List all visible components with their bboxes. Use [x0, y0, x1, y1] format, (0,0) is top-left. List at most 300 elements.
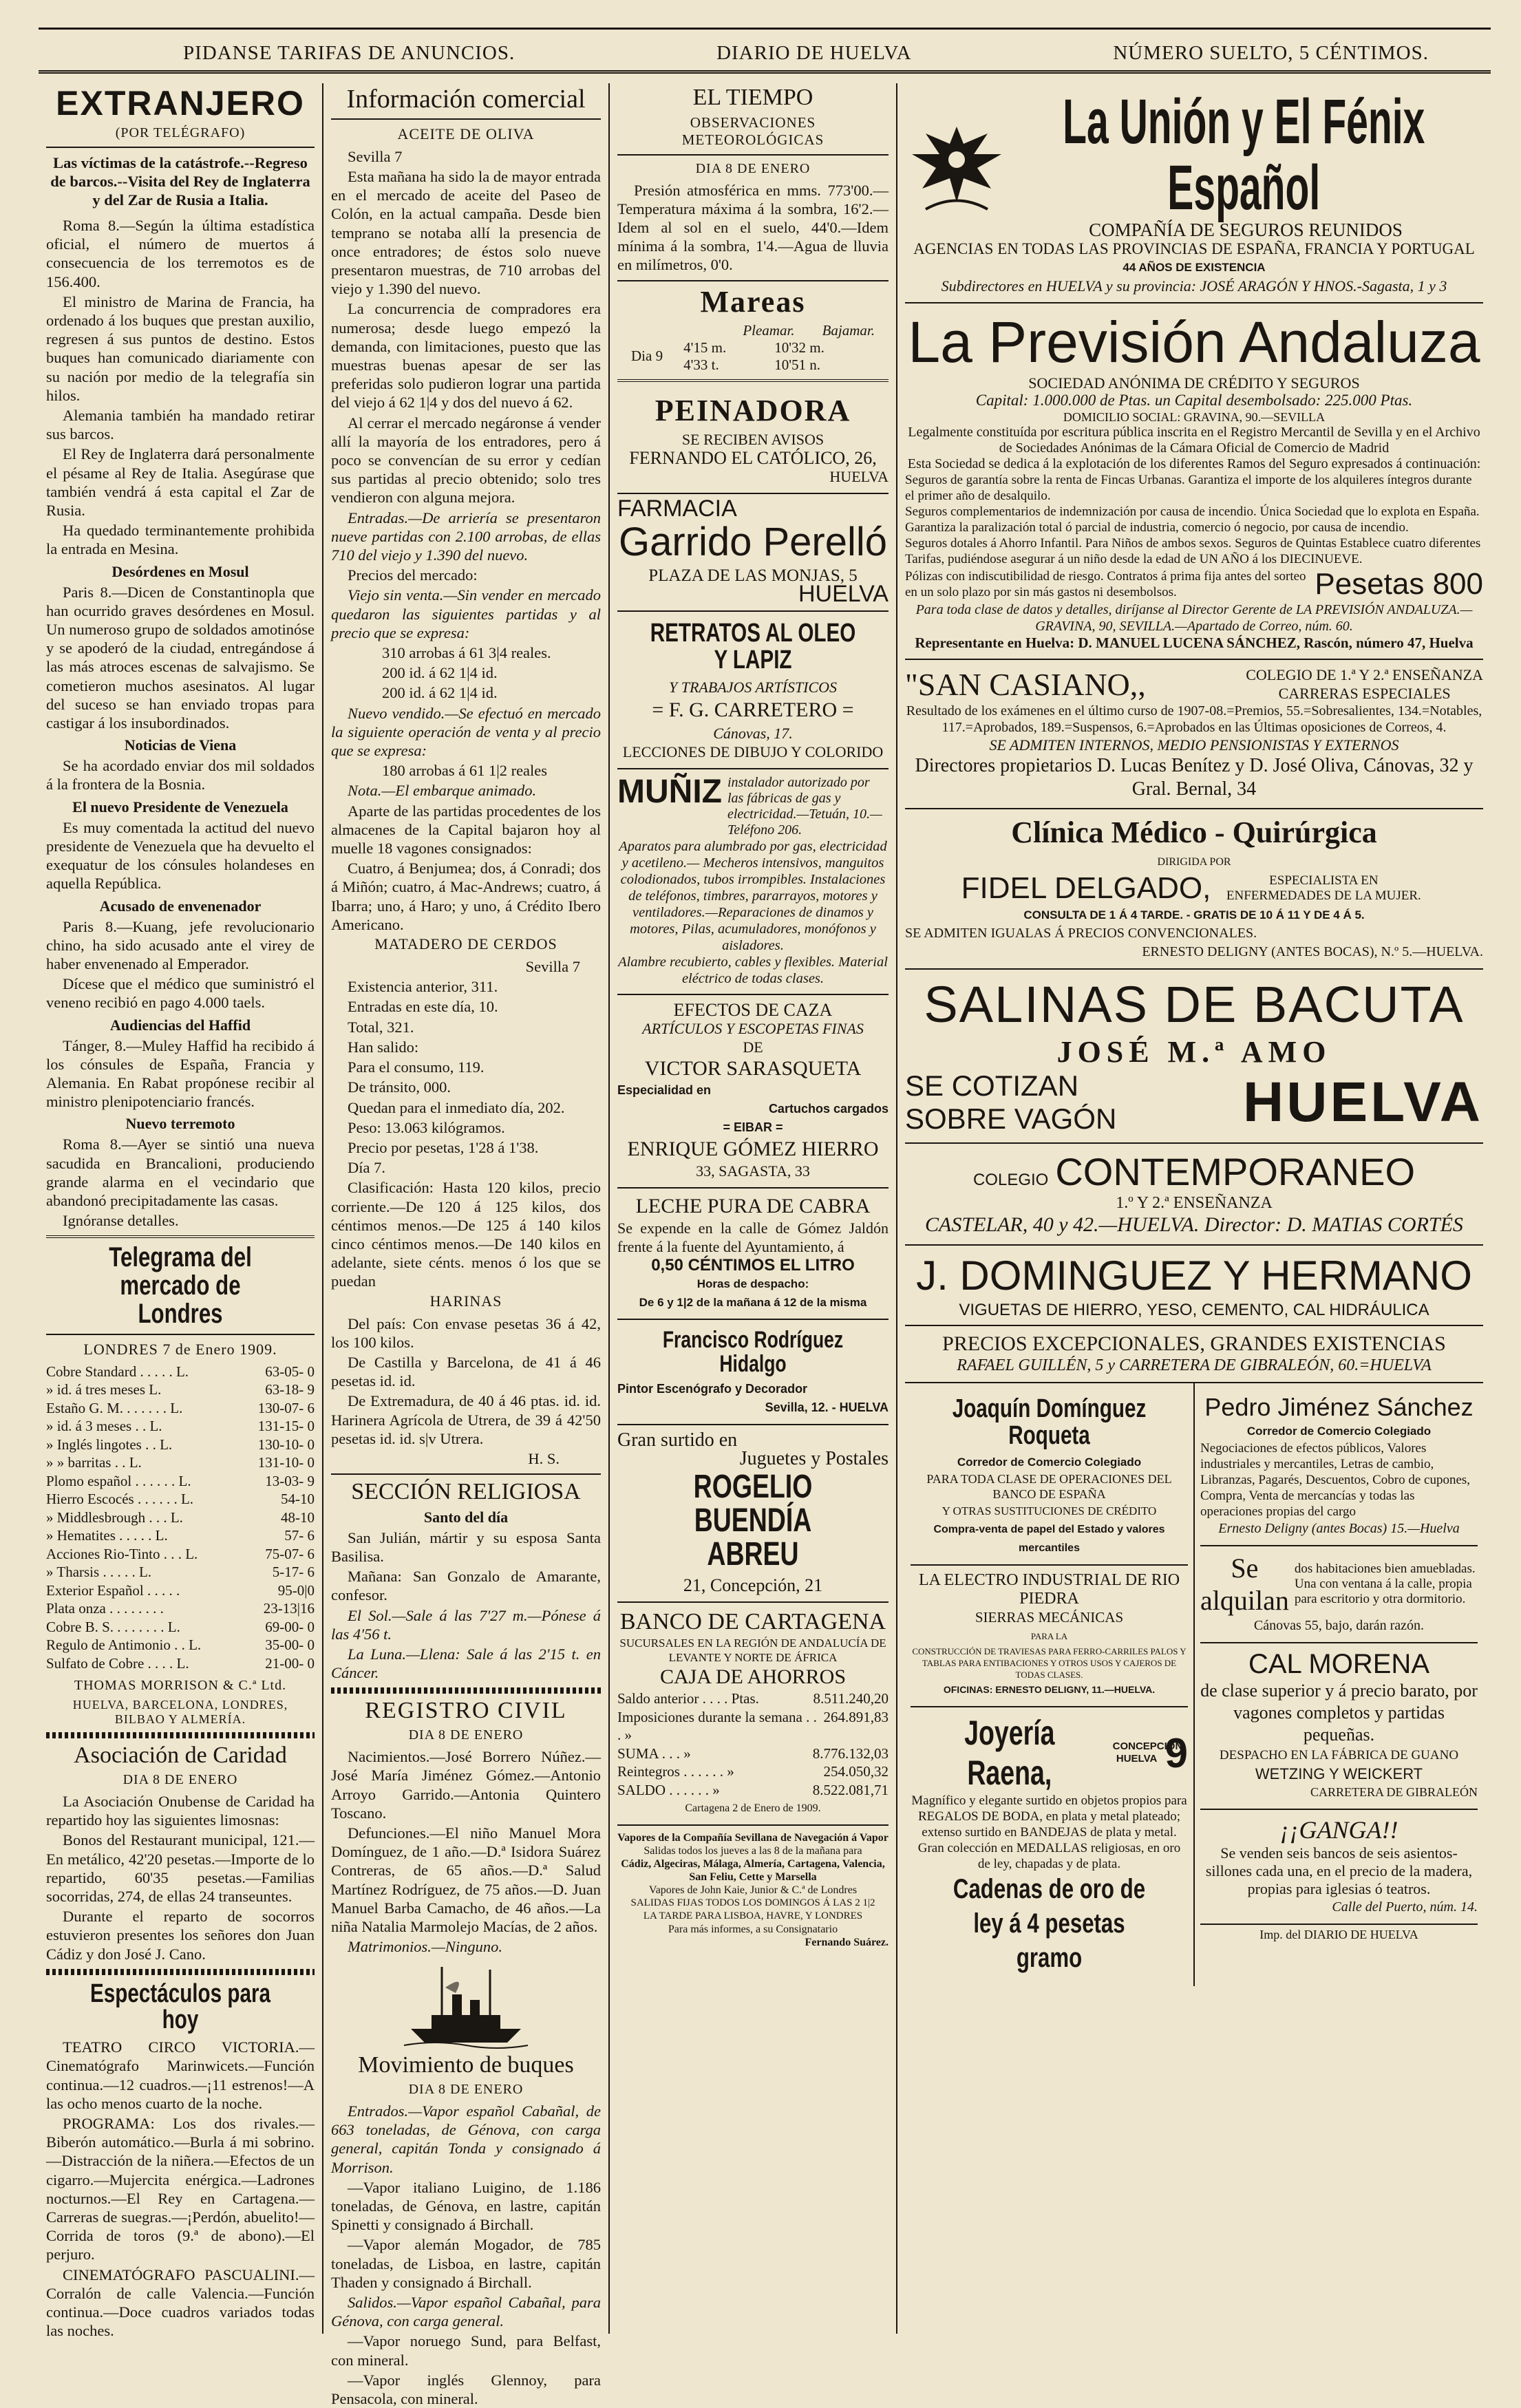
paragraph: Tánger, 8.—Muley Haffid ha recibido á los cónsules de España, Francia y Alemania. En Rabat propónese recibir al ministro plenipotenciario francés.	[46, 1036, 315, 1111]
ad-line: Aparatos para alumbrado por gas, electricidad y acetileno.— Mecheros intensivos, manguitos colodionados, tubos irrompibles. Instalaciones de teléfonos, timbres, pararrayos, motores y ventiladores.—Reparaciones de dinamos y motores, Pilas, acumuladores, monófonos y aisladores.	[619, 838, 887, 953]
table-row	[46, 1363, 315, 1381]
ad-line: Subdirectores en HUELVA y su provincia: JOSÉ ARAGÓN Y HNOS.-Sagasta, 1 y 3	[941, 277, 1447, 295]
ad-line: Cadenas de oro de ley á 4 pesetas gramo	[953, 1874, 1146, 1974]
subheading: Noticias de Viena	[124, 736, 237, 754]
ad-title: CONTEMPORANEO	[1055, 1149, 1416, 1193]
divider	[46, 147, 315, 148]
paragraph: Dícese que el médico que suministró el veneno recibió en pago 4.000 taels.	[46, 975, 315, 1012]
paragraph: Precios del mercado:	[348, 566, 478, 584]
column-1	[39, 83, 322, 2340]
ad-line: Pólizas con indiscutibilidad de riesgo. Contratos á prima fija antes del sorteo en un solo plazo por sin más gastos ni desembolsos.	[905, 569, 1306, 599]
ad-line: Legalmente constituída por escritura pública inscrita en el Registro Mercantil de Sevilla y en el Archivo de Sociedades Anónimas de la Cámara Oficial de Comercio de Madrid	[908, 425, 1480, 456]
ad-title: Garrido Perelló	[618, 520, 888, 565]
table-row	[46, 1417, 315, 1436]
ad-line: 21, Concepción, 21	[683, 1575, 823, 1596]
subheading: Nuevo terremoto	[125, 1115, 235, 1133]
row-value: 69-00- 0	[265, 1618, 315, 1635]
ad-line: dos habitaciones bien amuebladas. Una con ventana á la calle, propia para escritorio y otra dormitorio.	[1294, 1561, 1476, 1606]
section-title-extranjero: EXTRANJERO	[56, 84, 305, 122]
ad-line: Magnífico y elegante surtido en objetos propios para REGALOS DE BODA, en plata y metal plateado; extenso surtido en BANDEJAS de plata y metal.	[911, 1793, 1187, 1840]
paragraph: Viejo sin venta.—Sin vender en mercado quedaron las siguientes partidas y al precio que se expresa:	[331, 586, 601, 641]
ad-line: EFECTOS DE CAZA	[673, 999, 833, 1020]
row-value: 130-07- 6	[257, 1399, 315, 1416]
paragraph: Entrados.—Vapor español Cabañal, de 663 toneladas, de Génova, con carga general, capitán Tonda y consignado á Morrison.	[331, 2102, 601, 2176]
paragraph: —Vapor alemán Mogador, de 785 toneladas, de Lisboa, en lastre, capitán Thaden y consignado á Birchall.	[331, 2236, 601, 2291]
row-label: Hierro Escocés . . . . . . L.	[46, 1491, 194, 1508]
paragraph: Entradas.—De arriería se presentaron nueve partidas con 2.100 arrobas, de ellas 710 del viejo y 1.390 del nuevo.	[331, 509, 601, 564]
dateline: Sevilla 7	[348, 147, 403, 165]
london-cities: HUELVA, BARCELONA, LONDRES, BILBAO Y ALMERÍA.	[72, 1698, 288, 1727]
ad-union-fenix	[905, 83, 1483, 303]
row-label: SUMA . . . »	[617, 1745, 691, 1762]
ad-dominguez-hermano	[905, 1246, 1483, 1383]
ad-cal-morena	[1200, 1643, 1478, 1810]
ad-line: Negociaciones de efectos públicos, Valores industriales y mercantiles, Letras de cambio, Libranzas, Pagarés, Descuentos, Cobro de cupones, Compra, Venta de mercancías y todas las operaciones propias del cargo	[1200, 1440, 1471, 1519]
ad-buendia	[617, 1425, 889, 1603]
row-value: 63-18- 9	[265, 1381, 315, 1398]
price-line: 310 arrobas á 61 3|4 reales.	[382, 644, 551, 662]
divider	[617, 154, 889, 156]
ads-lower-grid	[905, 1383, 1483, 1987]
paragraph: La Asociación Onubense de Caridad ha repartido hoy las siguientes limosnas:	[46, 1792, 315, 1829]
table-row	[46, 1563, 315, 1581]
paragraph: Matrimonios.—Ninguno.	[348, 1938, 503, 1956]
paragraph: El ministro de Marina de Francia, ha ordenado á los buques que prestan auxilio, regresen á sus puntos de destino. Estos buques han comunicado diariamente con su nación por medio de la telegrafía sin hilos.	[46, 292, 315, 404]
ad-line: = F. G. CARRETERO =	[652, 698, 854, 721]
paragraph: Nuevo vendido.—Se efectuó en mercado la siguiente operación de venta y al precio que se expresa:	[331, 704, 601, 760]
row-value: 57- 6	[284, 1527, 315, 1544]
signature: H. S.	[528, 1449, 560, 1467]
ad-line: DIRIGIDA POR	[1157, 855, 1231, 868]
paragraph: Mañana: San Gonzalo de Amarante, confesor.	[331, 1568, 601, 1604]
row-value: 264.891,83	[823, 1708, 889, 1725]
row-value: 8.522.081,71	[812, 1781, 889, 1798]
row-label: Cobre B. S. . . . . . . . L.	[46, 1618, 180, 1635]
line: Precio por pesetas, 1'28 á 1'38.	[348, 1138, 539, 1156]
paragraph: El Rey de Inglaterra dará personalmente el pésame al Rey de Italia. Asegúrase que también vendrá á esta capital el Zar de Rusia.	[46, 445, 315, 520]
row-label: Sulfato de Cobre . . . . L.	[46, 1654, 189, 1672]
table-row	[46, 1545, 315, 1564]
price-line: 200 id. á 62 1|4 id.	[382, 664, 498, 682]
tide-high-2: 4'33 t.	[683, 356, 719, 373]
column-4-ads	[896, 83, 1491, 2334]
buques-date: DIA 8 DE ENERO	[408, 2082, 524, 2098]
ad-line: AGENCIAS EN TODAS LAS PROVINCIAS DE ESPAÑA, FRANCIA Y PORTUGAL	[913, 240, 1475, 257]
table-row	[46, 1581, 315, 1600]
paragraph: TEATRO CIRCO VICTORIA.— Cinematógrafo Marinwicets.—Función continua.—12 cuadros.—¡11 estrenos!—A las ocho menos cuarto de la noche.	[46, 2038, 315, 2112]
table-row	[46, 1453, 315, 1472]
ad-title: Clínica Médico - Quirúrgica	[1011, 816, 1377, 849]
ad-line: HUELVA	[1243, 1070, 1483, 1133]
ad-line: DESPACHO EN LA FÁBRICA DE GUANO	[1219, 1747, 1459, 1762]
paragraph: Nota.—El embarque animado.	[348, 782, 537, 800]
ad-line: VIGUETAS DE HIERRO, YESO, CEMENTO, CAL HIDRÁULICA	[959, 1300, 1429, 1319]
ad-line: CARRERAS ESPECIALES	[1278, 685, 1451, 702]
row-label: » Middlesbrough . . . L.	[46, 1509, 183, 1526]
ad-line: SOBRE VAGÓN	[905, 1102, 1117, 1135]
ad-peinadora	[617, 387, 889, 495]
row-value: 54-10	[281, 1491, 315, 1508]
row-value: 8.776.132,03	[812, 1745, 889, 1762]
row-value: 35-00- 0	[265, 1637, 315, 1654]
table-row	[617, 1745, 889, 1763]
ad-title: LA ELECTRO INDUSTRIAL DE RIO PIEDRA	[918, 1571, 1180, 1608]
paragraph: Se ha acordado enviar dos mil soldados á la frontera de la Bosnia.	[46, 757, 315, 793]
ad-line: CAJA DE AHORROS	[659, 1665, 847, 1689]
table-row	[617, 1708, 889, 1745]
row-label: » Hematites . . . . . L.	[46, 1527, 168, 1544]
ad-title: PEINADORA	[655, 393, 851, 427]
paragraph: Paris 8.—Kuang, jefe revolucionario chino, ha sido acusado ante el virey de haber envenenado al Emperador.	[46, 917, 315, 972]
row-label: Exterior Español . . . . .	[46, 1581, 180, 1599]
ads-lower-right	[1193, 1383, 1483, 1987]
section-title-london: Telegrama del mercado de Londres	[109, 1242, 252, 1329]
london-firm: THOMAS MORRISON & C.ª Ltd.	[74, 1678, 287, 1694]
ad-joyeria-raena	[911, 1707, 1188, 1982]
paragraph: Bonos del Restaurant municipal, 121.— En metálico, 42'20 pesetas.—Importe de lo repartido, 60'35 pesetas.—Familias socorridas, 274, de ellas 24 transeuntes.	[46, 1831, 315, 1905]
ad-line: SE COTIZAN	[905, 1069, 1079, 1102]
ad-electro-industrial	[911, 1566, 1188, 1707]
row-label: Cobre Standard . . . . . L.	[46, 1363, 189, 1380]
divider	[617, 379, 889, 382]
line: Entradas en este día, 10.	[348, 998, 498, 1016]
ad-line: Esta Sociedad se dedica á la explotación de los diferentes Ramos del Seguro expresados á continuación:	[907, 456, 1481, 471]
row-label: Reintegros . . . . . . »	[617, 1763, 734, 1780]
ad-title: CAL MORENA	[1248, 1648, 1429, 1679]
ad-line: FIDEL DELGADO,	[961, 871, 1211, 905]
ad-line: Pintor Escenógrafo y Decorador	[617, 1382, 808, 1396]
tiempo-date: DIA 8 DE ENERO	[695, 160, 811, 176]
table-row	[46, 1509, 315, 1527]
row-value: 63-05- 0	[265, 1363, 315, 1380]
phoenix-emblem-icon	[905, 113, 1008, 216]
row-value: 13-03- 9	[265, 1472, 315, 1489]
caridad-date: DIA 8 DE ENERO	[123, 1771, 238, 1787]
paragraph: —Vapor italiano Luigino, de 1.186 toneladas, de Génova, en lastre, capitán Spinetti y consignado á Birchall.	[331, 2178, 601, 2234]
ad-line: Corredor de Comercio Colegiado	[957, 1456, 1142, 1469]
tide-low-2: 10'51 n.	[774, 356, 820, 373]
ad-vapores	[617, 1826, 889, 1956]
ad-leche	[617, 1189, 889, 1320]
section-title-caridad: Asociación de Caridad	[74, 1743, 287, 1769]
ad-caza	[617, 995, 889, 1189]
row-label: SALDO . . . . . . »	[617, 1781, 720, 1798]
table-row	[46, 1526, 315, 1545]
ad-line: Se venden seis bancos de seis asientos-sillones cada una, en el precio de la madera, propias para iglesias ó teatros.	[1205, 1844, 1473, 1897]
ad-line: Calle del Puerto, núm. 14.	[1332, 1899, 1478, 1915]
row-value: 23-13|16	[263, 1600, 315, 1617]
ad-line: Para toda clase de datos y detalles, diríjanse al Director Gerente de LA PREVISIÓN ANDALUZA.—GRAVINA, 90, SEVILLA.—Apartado de Correo, núm. 60.	[915, 602, 1473, 634]
line: Han salido:	[348, 1038, 419, 1056]
paragraph: Cuatro, á Benjumea; dos, á Conradi; dos á Miñón; cuatro, á Mac-Andrews; cuatro, á Ibarra; uno, á Haro; y uno, á Crédito Ibero Americano.	[331, 860, 601, 933]
ad-line: 0,50 CÉNTIMOS EL LITRO	[651, 1255, 855, 1275]
ad-line: Gran colección en MEDALLAS religiosas, en oro de ley, chapadas y de plata.	[917, 1841, 1181, 1872]
ad-retratos	[617, 612, 889, 769]
ad-line: Y TRABAJOS ARTÍSTICOS	[668, 678, 838, 696]
paragraph: Ignóranse detalles.	[63, 1212, 179, 1230]
ad-line: Y OTRAS SUSTITUCIONES DE CRÉDITO	[942, 1504, 1157, 1518]
section-title-mareas: Mareas	[700, 284, 806, 319]
divider	[617, 280, 889, 281]
row-label: » id. á 3 meses . . L.	[46, 1418, 162, 1435]
divider	[46, 1969, 315, 1975]
ad-clinica	[905, 809, 1483, 970]
table-row	[46, 1654, 315, 1673]
ad-title: Joyería Raena,	[964, 1714, 1055, 1793]
ad-line: Representante en Huelva: D. MANUEL LUCENA SÁNCHEZ, Rascón, número 47, Huelva	[915, 635, 1474, 651]
ad-line: COMPAÑÍA DE SEGUROS REUNIDOS	[1089, 220, 1403, 240]
line: Total, 321.	[348, 1018, 414, 1036]
table-row	[617, 1762, 889, 1781]
article-headline: Las víctimas de la catástrofe.--Regreso de barcos.--Visita del Rey de Inglaterra y del Zar de Rusia a Italia.	[50, 154, 310, 209]
ad-line: CASTELAR, 40 y 42.—HUELVA. Director: D. MATIAS CORTÉS	[925, 1213, 1463, 1236]
paragraph: Del país: Con envase pesetas 36 á 42, los 100 kilos.	[331, 1314, 601, 1351]
ad-title: La Previsión Andaluza	[908, 310, 1480, 374]
ad-line: PLAZA DE LAS MONJAS, 5	[648, 566, 858, 586]
ad-line: FERNANDO EL CATÓLICO, 26,	[629, 448, 877, 469]
ad-line: SE ADMITEN IGUALAS Á PRECIOS CONVENCIONALES.	[905, 925, 1257, 941]
masthead-price: NÚMERO SUELTO, 5 CÉNTIMOS.	[1113, 42, 1429, 64]
section-title-tiempo: EL TIEMPO	[692, 85, 813, 110]
ad-line: DOMICILIO SOCIAL: GRAVINA, 90.—SEVILLA	[1063, 410, 1326, 424]
ad-title: BANCO DE CARTAGENA	[619, 1609, 886, 1635]
row-value: 131-10- 0	[257, 1454, 315, 1471]
ad-title: Joaquín Domínguez Roqueta	[952, 1394, 1147, 1450]
paragraph: De Extremadura, de 40 á 46 ptas. id. id. Harinera Agrícola de Utrera, de 39 á 42'50 pesetas id. id. s|v Utrera.	[331, 1392, 601, 1447]
masthead-ad-rates: PIDANSE TARIFAS DE ANUNCIOS.	[183, 42, 515, 64]
ad-line: ESPECIALISTA EN ENFERMEDADES DE LA MUJER.	[1226, 873, 1421, 903]
masthead-title: DIARIO DE HUELVA	[716, 42, 912, 64]
ad-line: HUELVA	[798, 581, 889, 608]
cerdos-heading: MATADERO DE CERDOS	[374, 935, 557, 953]
line: Existencia anterior, 311.	[348, 978, 498, 996]
subheading: Santo del día	[423, 1508, 509, 1526]
table-row	[46, 1618, 315, 1637]
ad-line: SIERRAS MECÁNICAS	[975, 1609, 1124, 1626]
tide-high-1: 4'15 m.	[683, 339, 727, 356]
ad-line: Gran surtido en	[617, 1429, 738, 1451]
ad-line: CONSTRUCCIÓN DE TRAVIESAS PARA FERRO-CARRILES PALOS Y TABLAS PARA ENTIBACIONES Y OTROS USOS Y CAJEROS DE TODAS CLASES.	[912, 1646, 1187, 1681]
ad-price: Pesetas 800	[1315, 567, 1483, 601]
line: Día 7.	[348, 1159, 385, 1177]
section-subtitle: (POR TELÉGRAFO)	[115, 125, 246, 140]
section-title-buques: Movimiento de buques	[358, 2052, 574, 2078]
ad-title: MUÑIZ	[617, 773, 722, 810]
ad-line: Sevilla, 12. - HUELVA	[765, 1400, 889, 1415]
paragraph: Ha quedado terminantemente prohibida la entrada en Mesina.	[46, 522, 315, 558]
table-row	[46, 1436, 315, 1454]
ad-line: PARA LA	[1030, 1631, 1068, 1642]
row-label: Imposiciones durante la semana . . . »	[617, 1708, 817, 1744]
ad-line: JOSÉ M.ª AMO	[1056, 1034, 1332, 1069]
row-value: 131-15- 0	[257, 1418, 315, 1435]
row-label: » Tharsis . . . . . L.	[46, 1564, 152, 1581]
price-line: 180 arrobas á 61 1|2 reales	[382, 762, 548, 780]
paragraph: Salidos.—Vapor español Cabañal, para Génova, con carga general.	[331, 2294, 601, 2330]
ad-line: De 6 y 1|2 de la mañana á 12 de la misma	[639, 1295, 867, 1309]
ad-title: "SAN CASIANO,,	[905, 666, 1146, 702]
row-label: Saldo anterior . . . . Ptas.	[617, 1690, 759, 1707]
divider	[905, 1325, 1483, 1326]
ad-salinas-bacuta	[905, 970, 1483, 1144]
price-line: 200 id. á 62 1|4 id.	[382, 684, 498, 702]
ship-icon	[404, 1960, 528, 2049]
table-row	[46, 1490, 315, 1509]
ad-line: PARA TODA CLASE DE OPERACIONES DEL BANCO DE ESPAÑA	[926, 1472, 1172, 1502]
subheading: Acusado de envenenador	[99, 897, 262, 915]
line: Para el consumo, 119.	[348, 1058, 485, 1076]
masthead	[39, 28, 1491, 74]
paragraph: Roma 8.—Según la última estadística oficial, el número de muertos á consecuencia de los terremotos es de 156.400.	[46, 217, 315, 290]
ad-line: Salidas todos los jueves a las 8 de la mañana para	[644, 1845, 862, 1857]
section-title-registro: REGISTRO CIVIL	[365, 1698, 567, 1724]
ad-title: Francisco Rodríguez Hidalgo	[662, 1326, 844, 1377]
dateline: Sevilla 7	[525, 958, 580, 976]
row-value: 48-10	[281, 1509, 315, 1526]
row-label: Plata onza . . . . . . . .	[46, 1600, 164, 1617]
paragraph: San Julián, mártir y su esposa Santa Basilisa.	[331, 1528, 601, 1566]
ad-line: Cánovas 55, bajo, darán razón.	[1253, 1617, 1425, 1633]
line: De tránsito, 000.	[348, 1078, 451, 1096]
ad-title: LECHE PURA DE CABRA	[635, 1194, 871, 1217]
ad-joaquin-dominguez	[911, 1387, 1188, 1566]
ad-line: RAFAEL GUILLÉN, 5 y CARRETERA DE GIBRALEÓN, 60.=HUELVA	[957, 1356, 1432, 1374]
ad-line: Cánovas, 17.	[713, 724, 793, 742]
row-value: 75-07- 6	[265, 1545, 315, 1562]
paragraph: Defunciones.—El niño Manuel Mora Domínguez, de 1 año.—D.ª Isidora Suárez Contreras, de 65 años.—D.ª Salud Martínez Rodríguez, de 75 años.—D. Juan Manuel Barba Camacho, de 46 años.—La niña Natalia Marmolejo Macías, de 2 años.	[331, 1824, 601, 1935]
columns	[39, 83, 1491, 2408]
tide-low-1: 10'32 m.	[774, 339, 825, 356]
ad-line: OFICINAS: ERNESTO DELIGNY, 11.—HUELVA.	[943, 1684, 1156, 1696]
row-value: 21-00- 0	[265, 1654, 315, 1672]
paragraph: Roma 8.—Ayer se sintió una nueva sacudida en Brancalioni, produciendo grande alarma en el vecindario que abandonó precipitadamente las casas.	[46, 1136, 315, 1209]
table-row	[46, 1399, 315, 1418]
row-value: 254.050,32	[823, 1763, 889, 1780]
table-row	[617, 1781, 889, 1800]
paragraph: Aparte de las partidas procedentes de los almacenes de la Capital bajaron hoy al muelle 18 vagones consignados:	[331, 802, 601, 857]
row-label: Regulo de Antimonio . . L.	[46, 1637, 202, 1654]
line: Peso: 13.063 kilógramos.	[348, 1118, 505, 1136]
ad-line: SE RECIBEN AVISOS	[681, 431, 825, 449]
row-value: 5-17- 6	[272, 1564, 315, 1581]
subheading: Audiencias del Haffid	[109, 1016, 251, 1034]
ad-line: Vapores de la Compañía Sevillana de Navegación á Vapor	[617, 1832, 889, 1844]
ad-title: Se alquilan	[1200, 1552, 1289, 1616]
ad-line: SE ADMITEN INTERNOS, MEDIO PENSIONISTAS Y EXTERNOS	[989, 736, 1399, 754]
ad-line: Se expende en la calle de Gómez Jaldón frente á la fuente del Ayuntamiento, á	[617, 1219, 889, 1255]
table-row	[46, 1472, 315, 1491]
tide-header-low: Bajamar.	[822, 321, 875, 339]
ad-title: SALINAS DE BACUTA	[924, 975, 1465, 1033]
ad-ganga	[1200, 1810, 1478, 1925]
ad-line: SALIDAS FIJAS TODOS LOS DOMINGOS Á LAS 2 1|2	[630, 1897, 875, 1909]
ad-line: Capital: 1.000.000 de Ptas. un Capital desembolsado: 225.000 Ptas.	[975, 392, 1413, 409]
ad-line: Directores propietarios D. Lucas Benítez y D. José Oliva, Cánovas, 32 y Gral. Bernal, 34	[915, 755, 1474, 800]
ad-san-casiano	[905, 660, 1483, 809]
paragraph: —Vapor inglés Glennoy, para Pensacola, con mineral.	[331, 2371, 601, 2408]
ad-line: WETZING Y WEICKERT	[1255, 1765, 1423, 1782]
divider	[46, 1235, 315, 1238]
ad-line: Corredor de Comercio Colegiado	[1246, 1424, 1432, 1438]
paragraph: Durante el reparto de socorros estuvieron presentes los señores don Juan Cádiz y don José J. Cano.	[46, 1908, 315, 1963]
ad-pedro-jimenez	[1200, 1387, 1478, 1546]
ad-line: Fernando Suárez.	[805, 1937, 889, 1949]
table-row	[46, 1599, 315, 1618]
ad-title: RETRATOS AL OLEO Y LAPIZ	[650, 619, 856, 675]
ad-line: Cádiz, Algeciras, Málaga, Almería, Cartagena, Valencia, San Feliu, Cette y Marsella	[621, 1858, 885, 1884]
ads-lower-left	[905, 1383, 1193, 1987]
paragraph: Al cerrar el mercado negáronse á vender allí la mayoría de los entradores, pero á poco se convencían de su error y cedían sus partidas al precio obtenido; solo tres vendieron con alguna mejora.	[331, 414, 601, 507]
paragraph: Nacimientos.—José Borrero Núñez.—José María Jiménez Gómez.—Antonio Arroyo Garrido.—Antonia Quintero Toscano.	[331, 1748, 601, 1822]
divider	[331, 1687, 601, 1694]
ad-colegio-contemporaneo	[905, 1144, 1483, 1246]
paragraph: Presión atmosférica en mms. 773'00.—Temperatura máxima á la sombra, 16'2.—Idem al sol en el suelo, 44'0.—Idem mínima á la sombra, 1'4.—Agua de lluvia en milímetros, 0'0.	[617, 181, 889, 274]
ad-line: Vapores de John Kaie, Junior & C.ª de Londres	[648, 1884, 858, 1897]
line: Quedan para el inmediato día, 202.	[348, 1098, 565, 1116]
tiempo-subtitle: OBSERVACIONES METEOROLÓGICAS	[681, 114, 825, 148]
tide-header-high: Pleamar.	[743, 321, 795, 339]
ad-line: CONSULTA DE 1 Á 4 TARDE. - GRATIS DE 10 Á 11 Y DE 4 Á 5.	[1023, 908, 1365, 921]
paragraph: —Vapor noruego Sund, para Belfast, con mineral.	[331, 2332, 601, 2369]
row-value: 95-0|0	[277, 1581, 315, 1599]
paragraph: Alemania también ha mandado retirar sus barcos.	[46, 407, 315, 443]
ad-line: Seguros dotales á Ahorro Infantil. Para Niños de ambos sexos. Seguros de Quintas Establece cuatro diferentes Tarifas, pudiéndose asegurar á un niño desde la edad de UN AÑO á los DIECINUEVE.	[905, 536, 1481, 566]
ad-rodriguez-hidalgo	[617, 1320, 889, 1425]
ad-line: Horas de despacho:	[696, 1277, 809, 1290]
divider	[331, 118, 601, 120]
registro-date: DIA 8 DE ENERO	[408, 1727, 524, 1743]
section-title-religiosa: SECCIÓN RELIGIOSA	[351, 1479, 581, 1505]
ad-title: ROGELIO BUENDÍA ABREU	[693, 1469, 813, 1573]
row-value: 8.511.240,20	[813, 1690, 889, 1707]
ad-line: Para más informes, a su Consignatario	[668, 1924, 838, 1936]
divider	[331, 1473, 601, 1475]
paragraph: CINEMATÓGRAFO PASCUALINI.— Corralón de calle Valencia.—Función continua.—Doce cuadros variados todas las noches.	[46, 2266, 315, 2340]
ad-line: ARTÍCULOS Y ESCOPETAS FINAS	[642, 1019, 864, 1037]
ad-title: La Unión y El Fénix Español	[1063, 87, 1425, 223]
ad-line: 33, SAGASTA, 33	[696, 1162, 810, 1180]
paragraph: La Luna.—Llena: Sale á las 2'15 t. en Cáncer.	[331, 1645, 601, 1682]
ad-line: SOCIEDAD ANÓNIMA DE CRÉDITO Y SEGUROS	[1028, 374, 1360, 392]
ad-line: LA TARDE PARA LISBOA, HAVRE, Y LONDRES	[643, 1910, 863, 1922]
ad-line: Juguetes y Postales	[739, 1448, 889, 1470]
ad-line: DE	[743, 1038, 763, 1056]
divider	[46, 1732, 315, 1738]
ad-banco-cartagena	[617, 1603, 889, 1826]
ad-line: CARRETERA DE GIBRALEÓN	[1310, 1784, 1478, 1799]
subheading: El nuevo Presidente de Venezuela	[72, 798, 288, 816]
section-title-informacion: Información comercial	[346, 85, 586, 114]
ad-line: ENRIQUE GÓMEZ HIERRO	[627, 1137, 879, 1160]
ad-muniz	[617, 769, 889, 995]
subheading: Desórdenes en Mosul	[111, 562, 249, 580]
ad-line: = EIBAR =	[723, 1120, 783, 1134]
ad-line: de clase superior y á precio barato, por vagones completos y partidas pequeñas.	[1200, 1680, 1478, 1745]
ad-line: COLEGIO	[972, 1170, 1049, 1189]
london-date: LONDRES 7 de Enero 1909.	[83, 1340, 277, 1358]
row-label: Acciones Rio-Tinto . . . L.	[46, 1545, 198, 1562]
savings-table	[617, 1690, 889, 1799]
ad-line: Resultado de los exámenes en el último curso de 1907-08.=Premios, 55.=Sobresalientes, 134.=Notables, 117.=Aprobados, 189.=Suspensos, 6.=Aprobados en las Últimas oposiciones de Correos, 4.	[906, 703, 1482, 735]
table-row	[46, 1381, 315, 1399]
ad-line: ERNESTO DELIGNY (ANTES BOCAS), N.º 5.—HUELVA.	[1142, 944, 1483, 959]
paragraph: Esta mañana ha sido la de mayor entrada en el mercado de aceite del Paseo de Colón, en la actual campaña. Desde bien temprano se notaba allí la presencia de once entradores; de éstos solo nueve presentaron muestras, de 710 arrobas del viejo y 1.390 del nuevo.	[331, 167, 601, 298]
ad-line: CONCEPCIÓN, HUELVA	[1112, 1740, 1186, 1765]
table-row	[46, 1636, 315, 1654]
ad-line: Seguros de garantía sobre la renta de Fincas Urbanas. Garantiza el importe de los alquileres íntegros durante el primer año de desalquilo.	[905, 473, 1472, 503]
row-label: Plomo español . . . . . . L.	[46, 1472, 191, 1489]
paragraph: El Sol.—Sale á las 7'27 m.—Pónese á las 4'56 t.	[331, 1606, 601, 1643]
